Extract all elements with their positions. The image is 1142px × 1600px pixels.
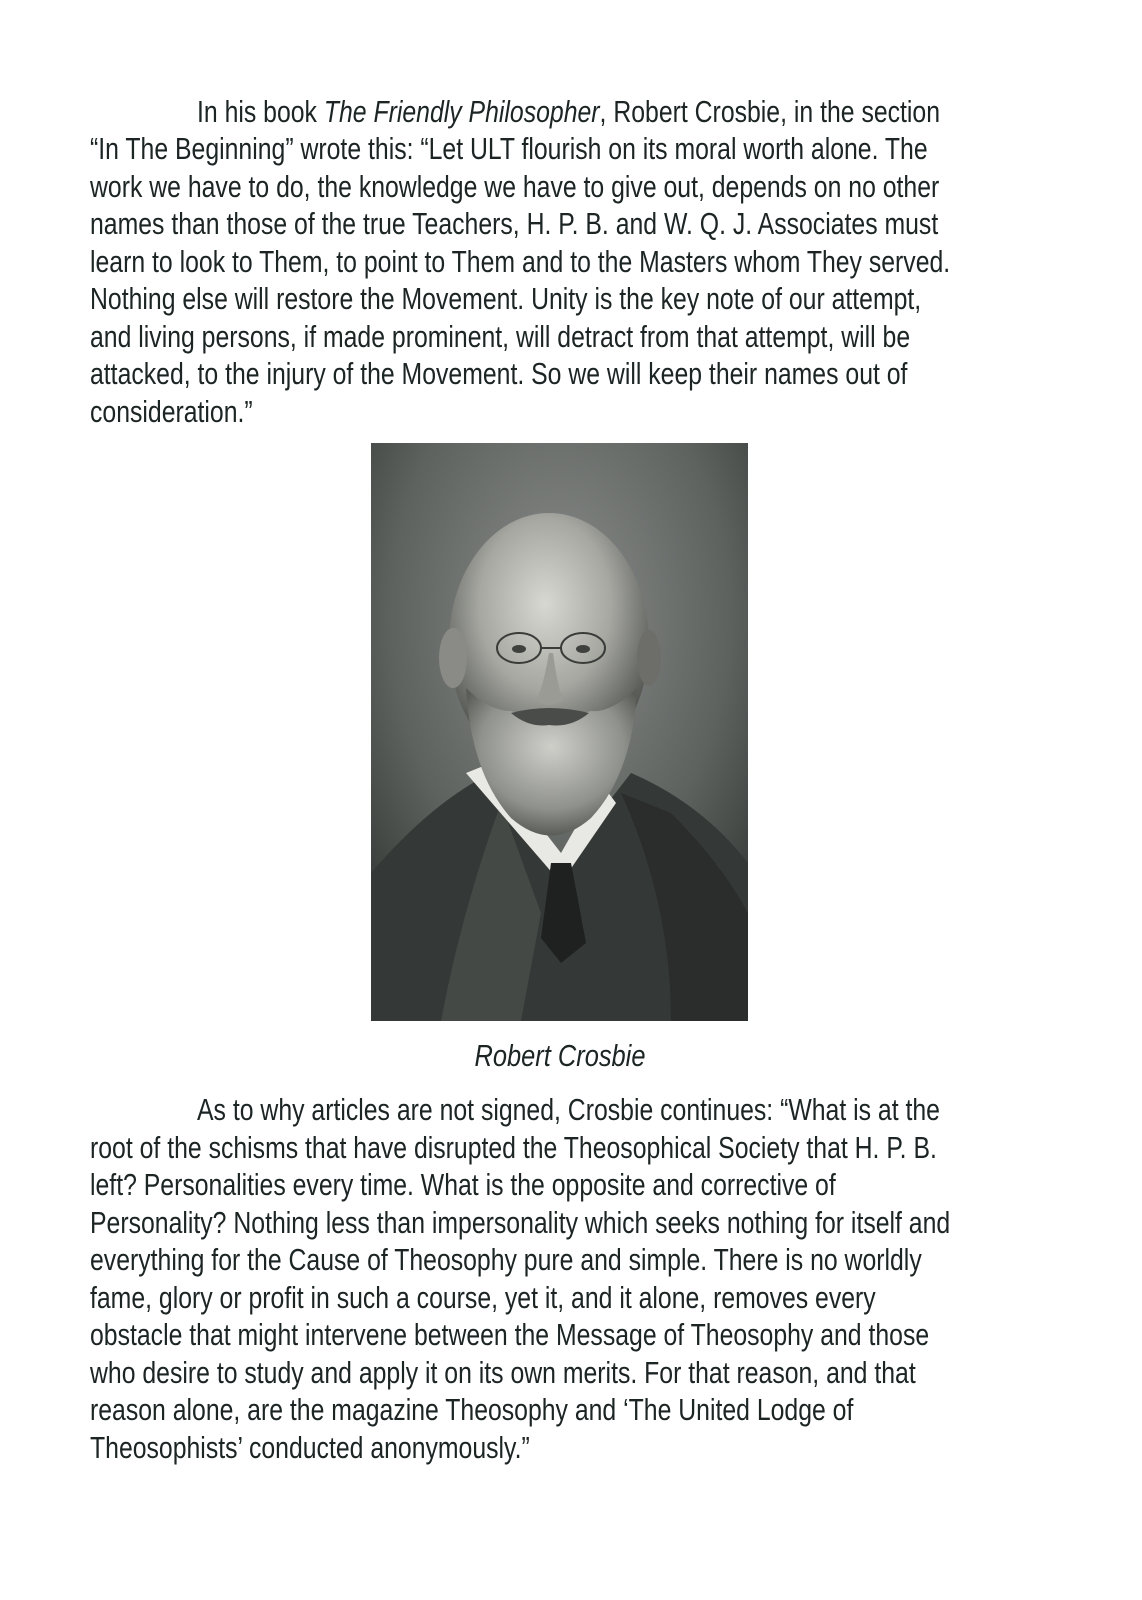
text-line: As to why articles are not signed, Crosbie continues: “What is at the [197,1092,940,1127]
text-line [197,94,940,130]
text-run: In his book [197,94,324,129]
text-line: everything for the Cause of Theosophy pure and simple. There is no worldly [90,1242,922,1277]
text-line: and living persons, if made prominent, will detract from that attempt, will be [90,319,911,354]
text-line: left? Personalities every time. What is the opposite and corrective of [90,1167,836,1202]
text-line: learn to look to Them, to point to Them and to the Masters whom They served. [90,244,951,279]
text-line: obstacle that might intervene between the Message of Theosophy and those [90,1317,930,1352]
text-line: who desire to study and apply it on its own merits. For that reason, and that [90,1355,916,1390]
text-line: work we have to do, the knowledge we have to give out, depends on no other [90,169,940,204]
text-line: Personality? Nothing less than impersonality which seeks nothing for itself and [90,1205,951,1240]
text-line: reason alone, are the magazine Theosophy and ‘The United Lodge of [90,1392,854,1427]
text-line: attacked, to the injury of the Movement. So we will keep their names out of [90,356,908,391]
text-line: names than those of the true Teachers, H. P. B. and W. Q. J. Associates must [90,206,939,241]
text-run: , Robert Crosbie, in the section [599,94,941,129]
text-line: Theosophists’ conducted anonymously.” [90,1430,530,1465]
text-line: fame, glory or profit in such a course, yet it, and it alone, removes every [90,1280,876,1315]
text-line: “In The Beginning” wrote this: “Let ULT flourish on its moral worth alone. The [90,131,928,166]
text-line: Nothing else will restore the Movement. Unity is the key note of our attempt, [90,281,922,316]
portrait-illustration [371,443,748,1021]
text-line: consideration.” [90,394,253,429]
photo-caption: Robert Crosbie [474,1038,646,1073]
portrait-photo [371,443,748,1021]
book-title: The Friendly Philosopher [323,94,600,129]
text-line: root of the schisms that have disrupted the Theosophical Society that H. P. B. [90,1130,937,1165]
